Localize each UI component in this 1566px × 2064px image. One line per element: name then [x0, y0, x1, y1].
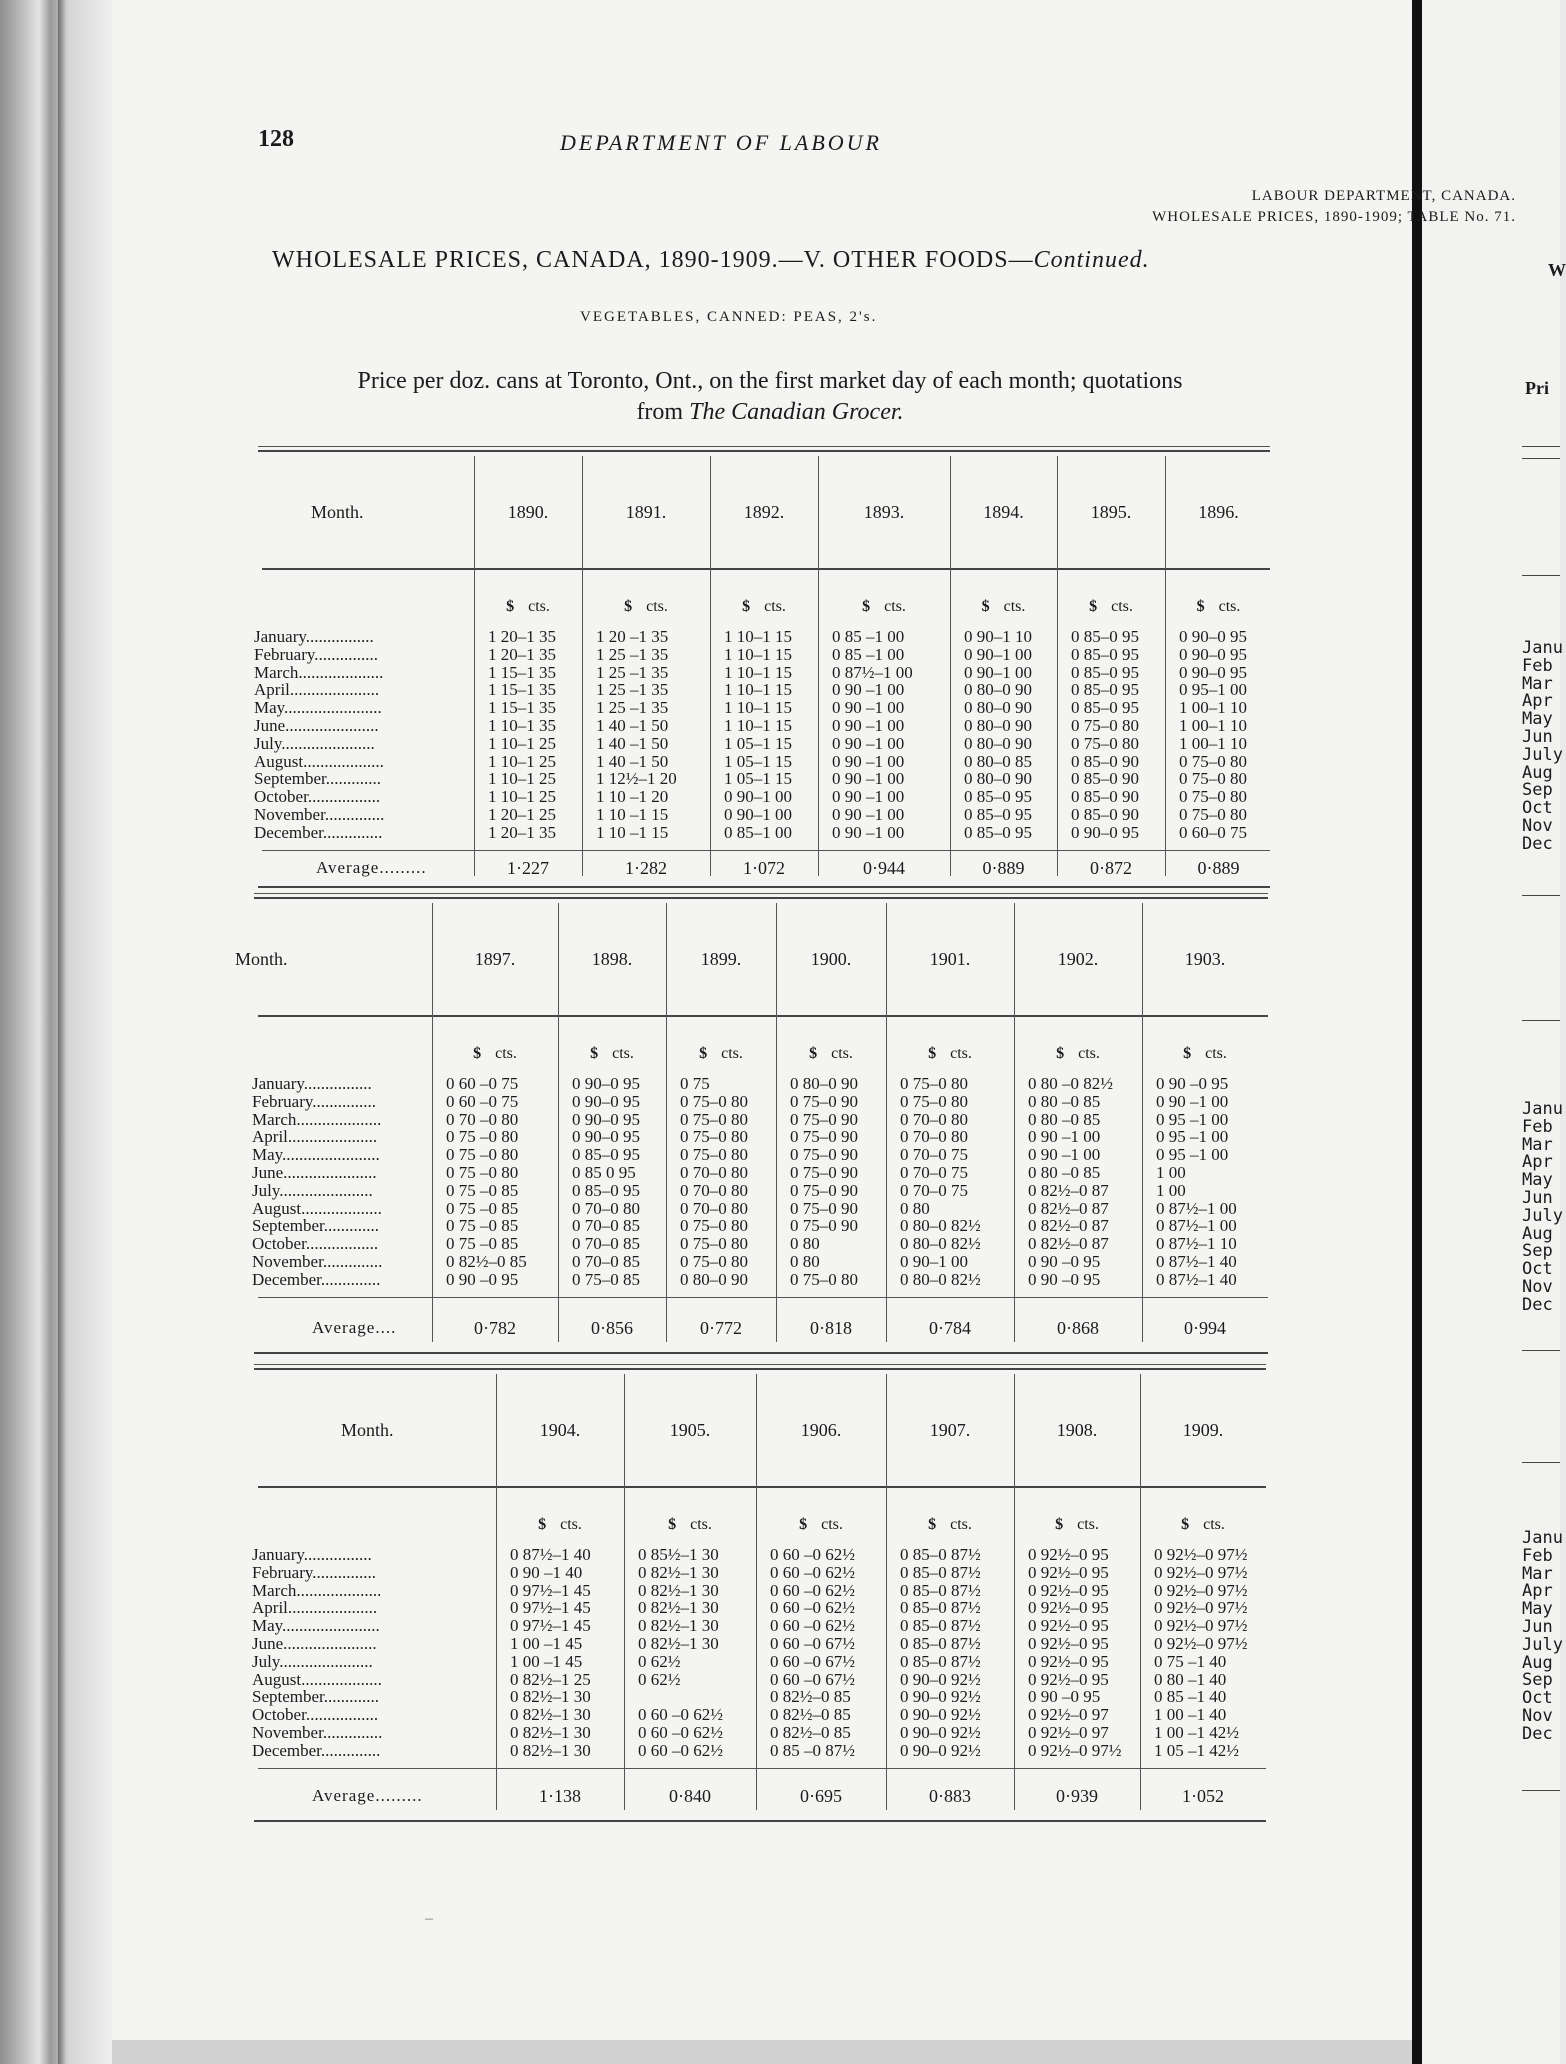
units-row — [558, 1045, 666, 1063]
month-header: Month. — [341, 1420, 394, 1440]
table-header-rule — [258, 1486, 1266, 1488]
main-title-text: WHOLESALE PRICES, CANADA, 1890-1909.—V. OTHER FOODS— — [272, 247, 1034, 273]
month-list: January................ February............... March.................... April..................... May....................... June...................... July...................... August................... September............. October................. November.............. December.............. — [254, 627, 385, 842]
average-value: 0·872 — [1090, 858, 1132, 878]
units-row — [886, 1516, 1014, 1534]
price-column: 0 90 –0 95 0 90 –1 00 0 95 –1 00 0 95 –1 00 0 95 –1 00 1 00 1 00 0 87½–1 00 0 87½–1 00 0 87½–1 10 0 87½–1 40 0 87½–1 40 — [1156, 1074, 1237, 1289]
dollar-sign: $ — [928, 1516, 937, 1533]
month-list: January................ February............... March.................... April..................... May....................... June...................... July...................... August................... September............. October................. November.............. December.............. — [252, 1074, 383, 1289]
average-label: Average......... — [312, 1786, 423, 1805]
month-list: January................ February............... March.................... April..................... May....................... June...................... July...................... August................... September............. October................. November.............. December.............. — [252, 1545, 383, 1760]
cents-label: cts. — [1218, 598, 1241, 615]
dollar-sign: $ — [1055, 1516, 1064, 1533]
units-row — [1140, 1516, 1266, 1534]
units-row — [1014, 1045, 1142, 1063]
cents-label: cts. — [646, 598, 668, 615]
units-row — [624, 1516, 756, 1534]
page-bottom-edge — [112, 2040, 1412, 2064]
average-value: 0·840 — [669, 1786, 711, 1806]
average-label: Average.... — [312, 1318, 397, 1337]
cents-label: cts. — [764, 598, 786, 615]
dollar-sign: $ — [624, 598, 633, 615]
year-header: 1903. — [1184, 949, 1226, 969]
average-value: 0·944 — [863, 858, 905, 878]
dollar-sign: $ — [1183, 1045, 1192, 1062]
price-column: 0 90–0 95 0 90–0 95 0 90–0 95 0 95–1 00 1 00–1 10 1 00–1 10 1 00–1 10 0 75–0 80 0 75–0 80 0 75–0 80 0 75–0 80 0 60–0 75 — [1179, 627, 1247, 842]
average-value: 1·052 — [1182, 1786, 1224, 1806]
caption-publication: The Canadian Grocer. — [689, 399, 904, 425]
average-value: 1·227 — [507, 858, 549, 878]
year-header: 1893. — [863, 502, 905, 522]
dollar-sign: $ — [1181, 1516, 1190, 1533]
year-header: 1905. — [669, 1420, 711, 1440]
units-row — [950, 598, 1057, 616]
dollar-sign: $ — [862, 598, 871, 615]
facing-page-rule — [1522, 1020, 1560, 1021]
year-header: 1904. — [539, 1420, 581, 1440]
facing-page-rule — [1522, 1350, 1560, 1351]
average-value: 1·072 — [743, 858, 785, 878]
table-top-rule-double — [258, 450, 1270, 452]
year-header: 1901. — [929, 949, 971, 969]
month-header: Month. — [311, 502, 364, 522]
price-column: 0 85–0 87½ 0 85–0 87½ 0 85–0 87½ 0 85–0 87½ 0 85–0 87½ 0 85–0 87½ 0 85–0 87½ 0 90–0 92½ 0 90–0 92½ 0 90–0 92½ 0 90–0 92½ 0 90–0 92½ — [900, 1545, 981, 1760]
cents-label: cts. — [821, 1516, 843, 1533]
cents-label: cts. — [495, 1045, 517, 1062]
table-top-rule — [258, 446, 1270, 447]
cents-label: cts. — [612, 1045, 634, 1062]
month-header: Month. — [235, 949, 288, 969]
dollar-sign: $ — [928, 1045, 937, 1062]
units-row — [582, 598, 710, 616]
year-header: 1892. — [743, 502, 785, 522]
table-average-rule — [262, 850, 1270, 851]
cents-label: cts. — [1003, 598, 1026, 615]
average-value: 0·889 — [1197, 858, 1240, 878]
average-value: 0·818 — [810, 1318, 852, 1338]
price-column: 1 20–1 35 1 20–1 35 1 15–1 35 1 15–1 35 1 15–1 35 1 10–1 35 1 10–1 25 1 10–1 25 1 10–1 25 1 10–1 25 1 20–1 25 1 20–1 35 — [488, 627, 556, 842]
year-header: 1908. — [1056, 1420, 1098, 1440]
average-value: 0·868 — [1057, 1318, 1099, 1338]
year-header: 1906. — [800, 1420, 842, 1440]
price-column: 0 80–0 90 0 75–0 90 0 75–0 90 0 75–0 90 0 75–0 90 0 75–0 90 0 75–0 90 0 75–0 90 0 75–0 90 0 80 0 80 0 75–0 80 — [790, 1074, 858, 1289]
price-column: 0 85½–1 30 0 82½–1 30 0 82½–1 30 0 82½–1 30 0 82½–1 30 0 82½–1 30 0 62½ 0 62½ 0 60 –0 62½ 0 60 –0 62½ 0 60 –0 62½ — [638, 1545, 723, 1760]
cents-label: cts. — [950, 1516, 972, 1533]
source-line-2: WHOLESALE PRICES, 1890-1909; TABLE No. 71. — [1152, 209, 1516, 225]
dollar-sign: $ — [473, 1045, 482, 1062]
units-row — [756, 1516, 886, 1534]
facing-page-rule — [1522, 1790, 1560, 1791]
facing-page-rule — [1522, 446, 1560, 447]
price-column: 0 87½–1 40 0 90 –1 40 0 97½–1 45 0 97½–1 45 0 97½–1 45 1 00 –1 45 1 00 –1 45 0 82½–1 25 0 82½–1 30 0 82½–1 30 0 82½–1 30 0 82½–1 30 — [510, 1545, 591, 1760]
cents-label: cts. — [1205, 1045, 1227, 1062]
table-bottom-rule — [254, 1820, 1266, 1822]
year-header: 1894. — [983, 502, 1024, 522]
year-header: 1891. — [625, 502, 667, 522]
price-column: 0 92½–0 95 0 92½–0 95 0 92½–0 95 0 92½–0 95 0 92½–0 95 0 92½–0 95 0 92½–0 95 0 92½–0 95 0 90 –0 95 0 92½–0 97 0 92½–0 97 0 92½–0 97½ — [1028, 1545, 1122, 1760]
main-title — [272, 247, 1272, 274]
price-column: 0 75 0 75–0 80 0 75–0 80 0 75–0 80 0 75–0 80 0 70–0 80 0 70–0 80 0 70–0 80 0 75–0 80 0 75–0 80 0 75–0 80 0 80–0 90 — [680, 1074, 748, 1289]
units-row — [818, 598, 950, 616]
caption — [260, 366, 1280, 428]
dollar-sign: $ — [668, 1516, 677, 1533]
caption-from: from — [636, 399, 690, 425]
facing-page-rule — [1522, 1462, 1560, 1463]
facing-page-letter: W — [1548, 260, 1566, 280]
cents-label: cts. — [1111, 598, 1133, 615]
price-column: 0 60 –0 62½ 0 60 –0 62½ 0 60 –0 62½ 0 60 –0 62½ 0 60 –0 62½ 0 60 –0 67½ 0 60 –0 67½ 0 60 –0 67½ 0 82½–0 85 0 82½–0 85 0 82½–0 85 0 85 –0 87½ — [770, 1545, 855, 1760]
dollar-sign: $ — [981, 598, 990, 615]
price-column: 0 90–0 95 0 90–0 95 0 90–0 95 0 90–0 95 0 85–0 95 0 85 0 95 0 85–0 95 0 70–0 80 0 70–0 85 0 70–0 85 0 70–0 85 0 75–0 85 — [572, 1074, 640, 1289]
table-header-rule — [258, 1015, 1268, 1017]
book-gutter — [1412, 0, 1422, 2064]
year-header: 1895. — [1090, 502, 1132, 522]
table-bottom-rule — [258, 886, 1270, 888]
binding-edge — [58, 0, 66, 2064]
price-column: 0 92½–0 97½ 0 92½–0 97½ 0 92½–0 97½ 0 92½–0 97½ 0 92½–0 97½ 0 92½–0 97½ 0 75 –1 40 0 80 –1 40 0 85 –1 40 1 00 –1 40 1 00 –1 42½ 1 05 –1 42½ — [1154, 1545, 1248, 1760]
source-line-1: LABOUR DEPARTMENT, CANADA. — [1251, 188, 1516, 204]
average-value: 0·883 — [929, 1786, 971, 1806]
table-top-rule-double — [254, 897, 1268, 899]
running-head: DEPARTMENT OF LABOUR — [560, 130, 882, 155]
price-column: 0 85 –1 00 0 85 –1 00 0 87½–1 00 0 90 –1 00 0 90 –1 00 0 90 –1 00 0 90 –1 00 0 90 –1 00 0 90 –1 00 0 90 –1 00 0 90 –1 00 0 90 –1 00 — [832, 627, 913, 842]
average-value: 0·782 — [474, 1318, 516, 1338]
dollar-sign: $ — [809, 1045, 818, 1062]
average-value: 0·784 — [929, 1318, 971, 1338]
average-value: 1·282 — [625, 858, 667, 878]
facing-page — [1422, 0, 1563, 2064]
dollar-sign: $ — [742, 598, 751, 615]
year-header: 1900. — [810, 949, 852, 969]
units-row — [666, 1045, 776, 1063]
price-column: 1 20 –1 35 1 25 –1 35 1 25 –1 35 1 25 –1 35 1 25 –1 35 1 40 –1 50 1 40 –1 50 1 40 –1 50 1 12½–1 20 1 10 –1 20 1 10 –1 15 1 10 –1 15 — [596, 627, 677, 842]
average-value: 0·994 — [1184, 1318, 1226, 1338]
price-column: 1 10–1 15 1 10–1 15 1 10–1 15 1 10–1 15 1 10–1 15 1 10–1 15 1 05–1 15 1 05–1 15 1 05–1 15 0 90–1 00 0 90–1 00 0 85–1 00 — [724, 627, 792, 842]
cents-label: cts. — [950, 1045, 972, 1062]
table-header-rule — [262, 568, 1270, 570]
sub-title: VEGETABLES, CANNED: PEAS, 2's. — [580, 309, 878, 325]
dollar-sign: $ — [506, 598, 515, 615]
book-binding — [0, 0, 112, 2064]
table-average-rule — [258, 1297, 1268, 1298]
cents-label: cts. — [1078, 1045, 1100, 1062]
average-value: 0·695 — [800, 1786, 842, 1806]
units-row — [1057, 598, 1165, 616]
year-header: 1896. — [1198, 502, 1239, 522]
main-title-continued: Continued. — [1033, 247, 1150, 273]
table-average-rule — [258, 1768, 1266, 1769]
cents-label: cts. — [831, 1045, 853, 1062]
units-row — [432, 1045, 558, 1063]
units-row — [496, 1516, 624, 1534]
cents-label: cts. — [1077, 1516, 1099, 1533]
price-column: 0 85–0 95 0 85–0 95 0 85–0 95 0 85–0 95 0 85–0 95 0 75–0 80 0 75–0 80 0 85–0 90 0 85–0 90 0 85–0 90 0 85–0 90 0 90–0 95 — [1071, 627, 1139, 842]
cents-label: cts. — [560, 1516, 582, 1533]
facing-page-rule — [1522, 458, 1560, 459]
average-value: 0·939 — [1056, 1786, 1098, 1806]
table-top-rule — [254, 893, 1268, 894]
cents-label: cts. — [1203, 1516, 1225, 1533]
cents-label: cts. — [528, 598, 550, 615]
page-speck: – — [425, 1910, 433, 1927]
price-column: 0 75–0 80 0 75–0 80 0 70–0 80 0 70–0 80 0 70–0 75 0 70–0 75 0 70–0 75 0 80 0 80–0 82½ 0 80–0 82½ 0 90–1 00 0 80–0 82½ — [900, 1074, 981, 1289]
dollar-sign: $ — [1089, 598, 1098, 615]
dollar-sign: $ — [590, 1045, 599, 1062]
facing-page-rule — [1522, 575, 1560, 576]
facing-page-rule — [1522, 895, 1560, 896]
cents-label: cts. — [721, 1045, 743, 1062]
year-header: 1890. — [507, 502, 549, 522]
units-row — [1142, 1045, 1268, 1063]
units-row — [474, 598, 582, 616]
dollar-sign: $ — [1056, 1045, 1065, 1062]
average-value: 0·772 — [700, 1318, 742, 1338]
facing-page-word: Pri — [1525, 378, 1549, 398]
cents-label: cts. — [884, 598, 906, 615]
cents-label: cts. — [690, 1516, 712, 1533]
table-top-rule-double — [254, 1368, 1266, 1370]
table-top-rule — [254, 1364, 1266, 1365]
average-value: 1·138 — [539, 1786, 581, 1806]
units-row — [776, 1045, 886, 1063]
units-row — [710, 598, 818, 616]
year-header: 1899. — [700, 949, 742, 969]
price-column: 0 80 –0 82½ 0 80 –0 85 0 80 –0 85 0 90 –1 00 0 90 –1 00 0 80 –0 85 0 82½–0 87 0 82½–0 87 0 82½–0 87 0 82½–0 87 0 90 –0 95 0 90 –0 95 — [1028, 1074, 1113, 1289]
average-label: Average......... — [316, 858, 427, 877]
page-number: 128 — [258, 126, 294, 152]
year-header: 1898. — [591, 949, 633, 969]
dollar-sign: $ — [538, 1516, 547, 1533]
units-row — [1165, 598, 1272, 616]
average-value: 0·856 — [591, 1318, 633, 1338]
facing-page-month-list: Janu Feb Mar Apr May Jun July Aug Sep Oct Nov Dec — [1522, 638, 1563, 854]
year-header: 1897. — [474, 949, 516, 969]
facing-page-month-list: Janu Feb Mar Apr May Jun July Aug Sep Oct Nov Dec — [1522, 1099, 1563, 1315]
year-header: 1907. — [929, 1420, 971, 1440]
caption-line-1: Price per doz. cans at Toronto, Ont., on the first market day of each month; quotations — [357, 368, 1183, 394]
average-value: 0·889 — [982, 858, 1025, 878]
year-header: 1902. — [1057, 949, 1099, 969]
dollar-sign: $ — [699, 1045, 708, 1062]
facing-page-month-list: Janu Feb Mar Apr May Jun July Aug Sep Oct Nov Dec — [1522, 1528, 1563, 1744]
price-column: 0 60 –0 75 0 60 –0 75 0 70 –0 80 0 75 –0 80 0 75 –0 80 0 75 –0 80 0 75 –0 85 0 75 –0 85 0 75 –0 85 0 75 –0 85 0 82½–0 85 0 90 –0 95 — [446, 1074, 527, 1289]
dollar-sign: $ — [1196, 598, 1205, 615]
source-reference — [1152, 186, 1516, 228]
dollar-sign: $ — [799, 1516, 808, 1533]
year-header: 1909. — [1182, 1420, 1224, 1440]
price-column: 0 90–1 10 0 90–1 00 0 90–1 00 0 80–0 90 0 80–0 90 0 80–0 90 0 80–0 90 0 80–0 85 0 80–0 90 0 85–0 95 0 85–0 95 0 85–0 95 — [964, 627, 1032, 842]
units-row — [1014, 1516, 1140, 1534]
units-row — [886, 1045, 1014, 1063]
table-bottom-rule — [254, 1352, 1268, 1354]
caption-line-2 — [260, 397, 1280, 428]
